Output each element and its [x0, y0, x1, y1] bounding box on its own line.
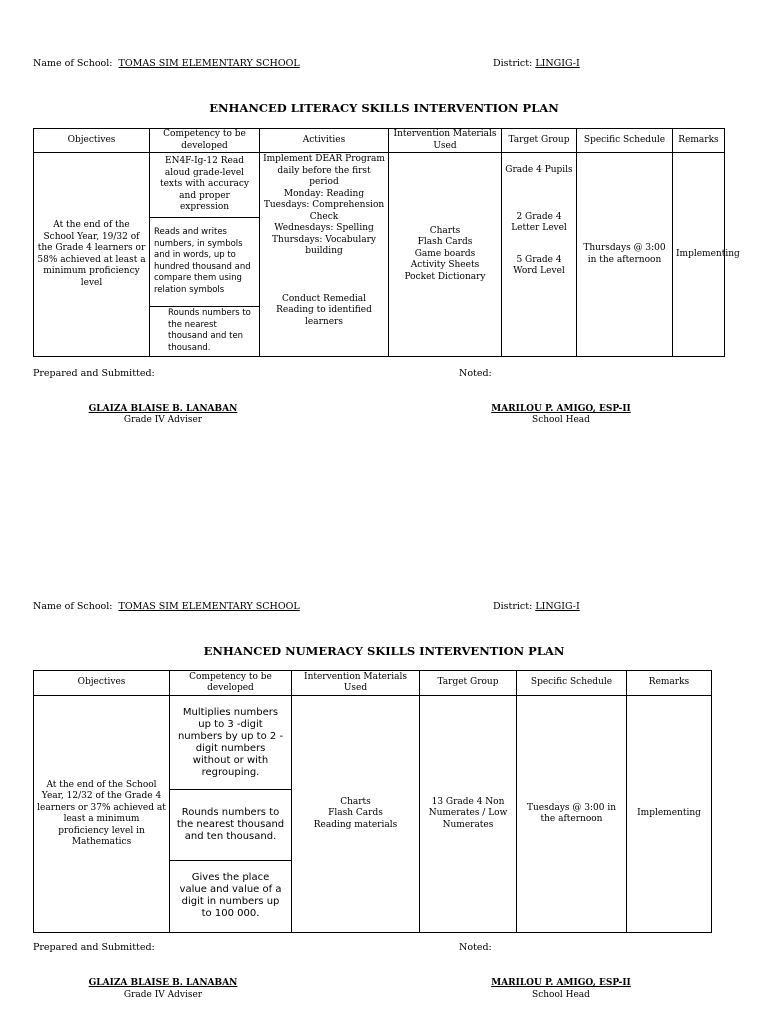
remarks-cell: Implementing [627, 696, 712, 933]
objective-cell: At the end of the School Year, 12/32 of the Grade 4 learners or 37% achieved at least a minimum proficiency level in Mathematics [34, 696, 170, 933]
competency-item: Rounds numbers to the nearest thousand and ten thousand. [168, 308, 251, 353]
table-row [34, 153, 725, 357]
district-label: District: [493, 601, 533, 612]
header-schedule: Specific Schedule [577, 129, 673, 153]
preparer-name: GLAIZA BLAISE B. LANABAN [88, 978, 238, 988]
page-title: ENHANCED LITERACY SKILLS INTERVENTION PLAN [209, 101, 559, 115]
schedule-cell: Thursdays @ 3:00 in the afternoon [577, 153, 673, 357]
competency-item: Rounds numbers to the nearest thousand and ten thousand. [170, 790, 291, 860]
table-header-row [34, 671, 712, 696]
district-line [493, 58, 580, 70]
activities-remedial: Conduct Remedial Reading to identified learners [276, 293, 372, 327]
prepared-label: Prepared and Submitted: [33, 368, 155, 379]
header-remarks: Remarks [627, 671, 712, 696]
numeracy-plan-table [33, 670, 712, 933]
school-head-role: School Head [532, 415, 590, 425]
header-target-group: Target Group [502, 129, 577, 153]
remarks-cell: Implementing [673, 153, 725, 357]
district-name: LINGIG-I [535, 58, 580, 69]
schedule-cell: Tuesdays @ 3:00 in the afternoon [517, 696, 627, 933]
target-group-cell: 13 Grade 4 Non Numerates / Low Numerates [420, 696, 517, 933]
noted-label: Noted: [459, 368, 492, 379]
header-materials: Intervention Materials Used [292, 671, 420, 696]
target-group-item: Grade 4 Pupils [505, 165, 573, 175]
school-line [33, 58, 300, 70]
header-remarks: Remarks [673, 129, 725, 153]
materials-cell: Charts Flash Cards Game boards Activity Sheets Pocket Dictionary [389, 153, 502, 357]
competency-item: Reads and writes numbers, in symbols and in words, up to hundred thousand and compare them using relation symbols [150, 218, 259, 306]
school-head-role: School Head [532, 990, 590, 1000]
materials-cell: Charts Flash Cards Reading materials [292, 696, 420, 933]
activities-daily: Implement DEAR Program daily before the first period Monday: Reading Tuesdays: Comprehension Check Wednesdays: Spelling Thursdays: Vocabulary building [263, 154, 385, 256]
header-activities: Activities [260, 129, 389, 153]
competency-cell [150, 153, 260, 357]
header-target-group: Target Group [420, 671, 517, 696]
literacy-plan-table [33, 128, 740, 357]
district-name: LINGIG-I [535, 601, 580, 612]
school-line [33, 601, 300, 613]
preparer-role: Grade IV Adviser [123, 415, 203, 425]
school-label: Name of School: [33, 601, 113, 612]
school-label: Name of School: [33, 58, 113, 69]
competency-item: EN4F-Ig-12 Read aloud grade-level texts with accuracy and proper expression [150, 153, 259, 218]
school-name: TOMAS SIM ELEMENTARY SCHOOL [118, 601, 300, 612]
district-line [493, 601, 580, 613]
target-group-cell [502, 153, 577, 357]
header-competency: Competency to be developed [150, 129, 260, 153]
page-title: ENHANCED NUMERACY SKILLS INTERVENTION PLAN [203, 644, 565, 658]
activities-cell [260, 153, 389, 357]
school-name: TOMAS SIM ELEMENTARY SCHOOL [118, 58, 300, 69]
header-objectives: Objectives [34, 129, 150, 153]
district-label: District: [493, 58, 533, 69]
objective-cell: At the end of the School Year, 19/32 of the Grade 4 learners or 58% achieved at least a minimum proficiency level [34, 153, 150, 357]
noted-label: Noted: [459, 942, 492, 953]
school-head-name: MARILOU P. AMIGO, ESP-II [491, 404, 631, 414]
prepared-label: Prepared and Submitted: [33, 942, 155, 953]
competency-cell [170, 696, 292, 933]
target-group-item: 2 Grade 4 Letter Level [511, 211, 567, 233]
header-schedule: Specific Schedule [517, 671, 627, 696]
competency-item: Multiplies numbers up to 3 -digit numbers by up to 2 -digit numbers without or with regrouping. [170, 696, 291, 790]
competency-item: Gives the place value and value of a digit in numbers up to 100 000. [179, 872, 282, 920]
header-materials: Intervention Materials Used [389, 129, 502, 153]
preparer-role: Grade IV Adviser [123, 990, 203, 1000]
header-objectives: Objectives [34, 671, 170, 696]
table-row [34, 696, 712, 933]
school-head-name: MARILOU P. AMIGO, ESP-II [491, 978, 631, 988]
preparer-name: GLAIZA BLAISE B. LANABAN [88, 404, 238, 414]
header-competency: Competency to be developed [170, 671, 292, 696]
target-group-item: 5 Grade 4 Word Level [513, 254, 565, 276]
table-header-row [34, 129, 725, 153]
